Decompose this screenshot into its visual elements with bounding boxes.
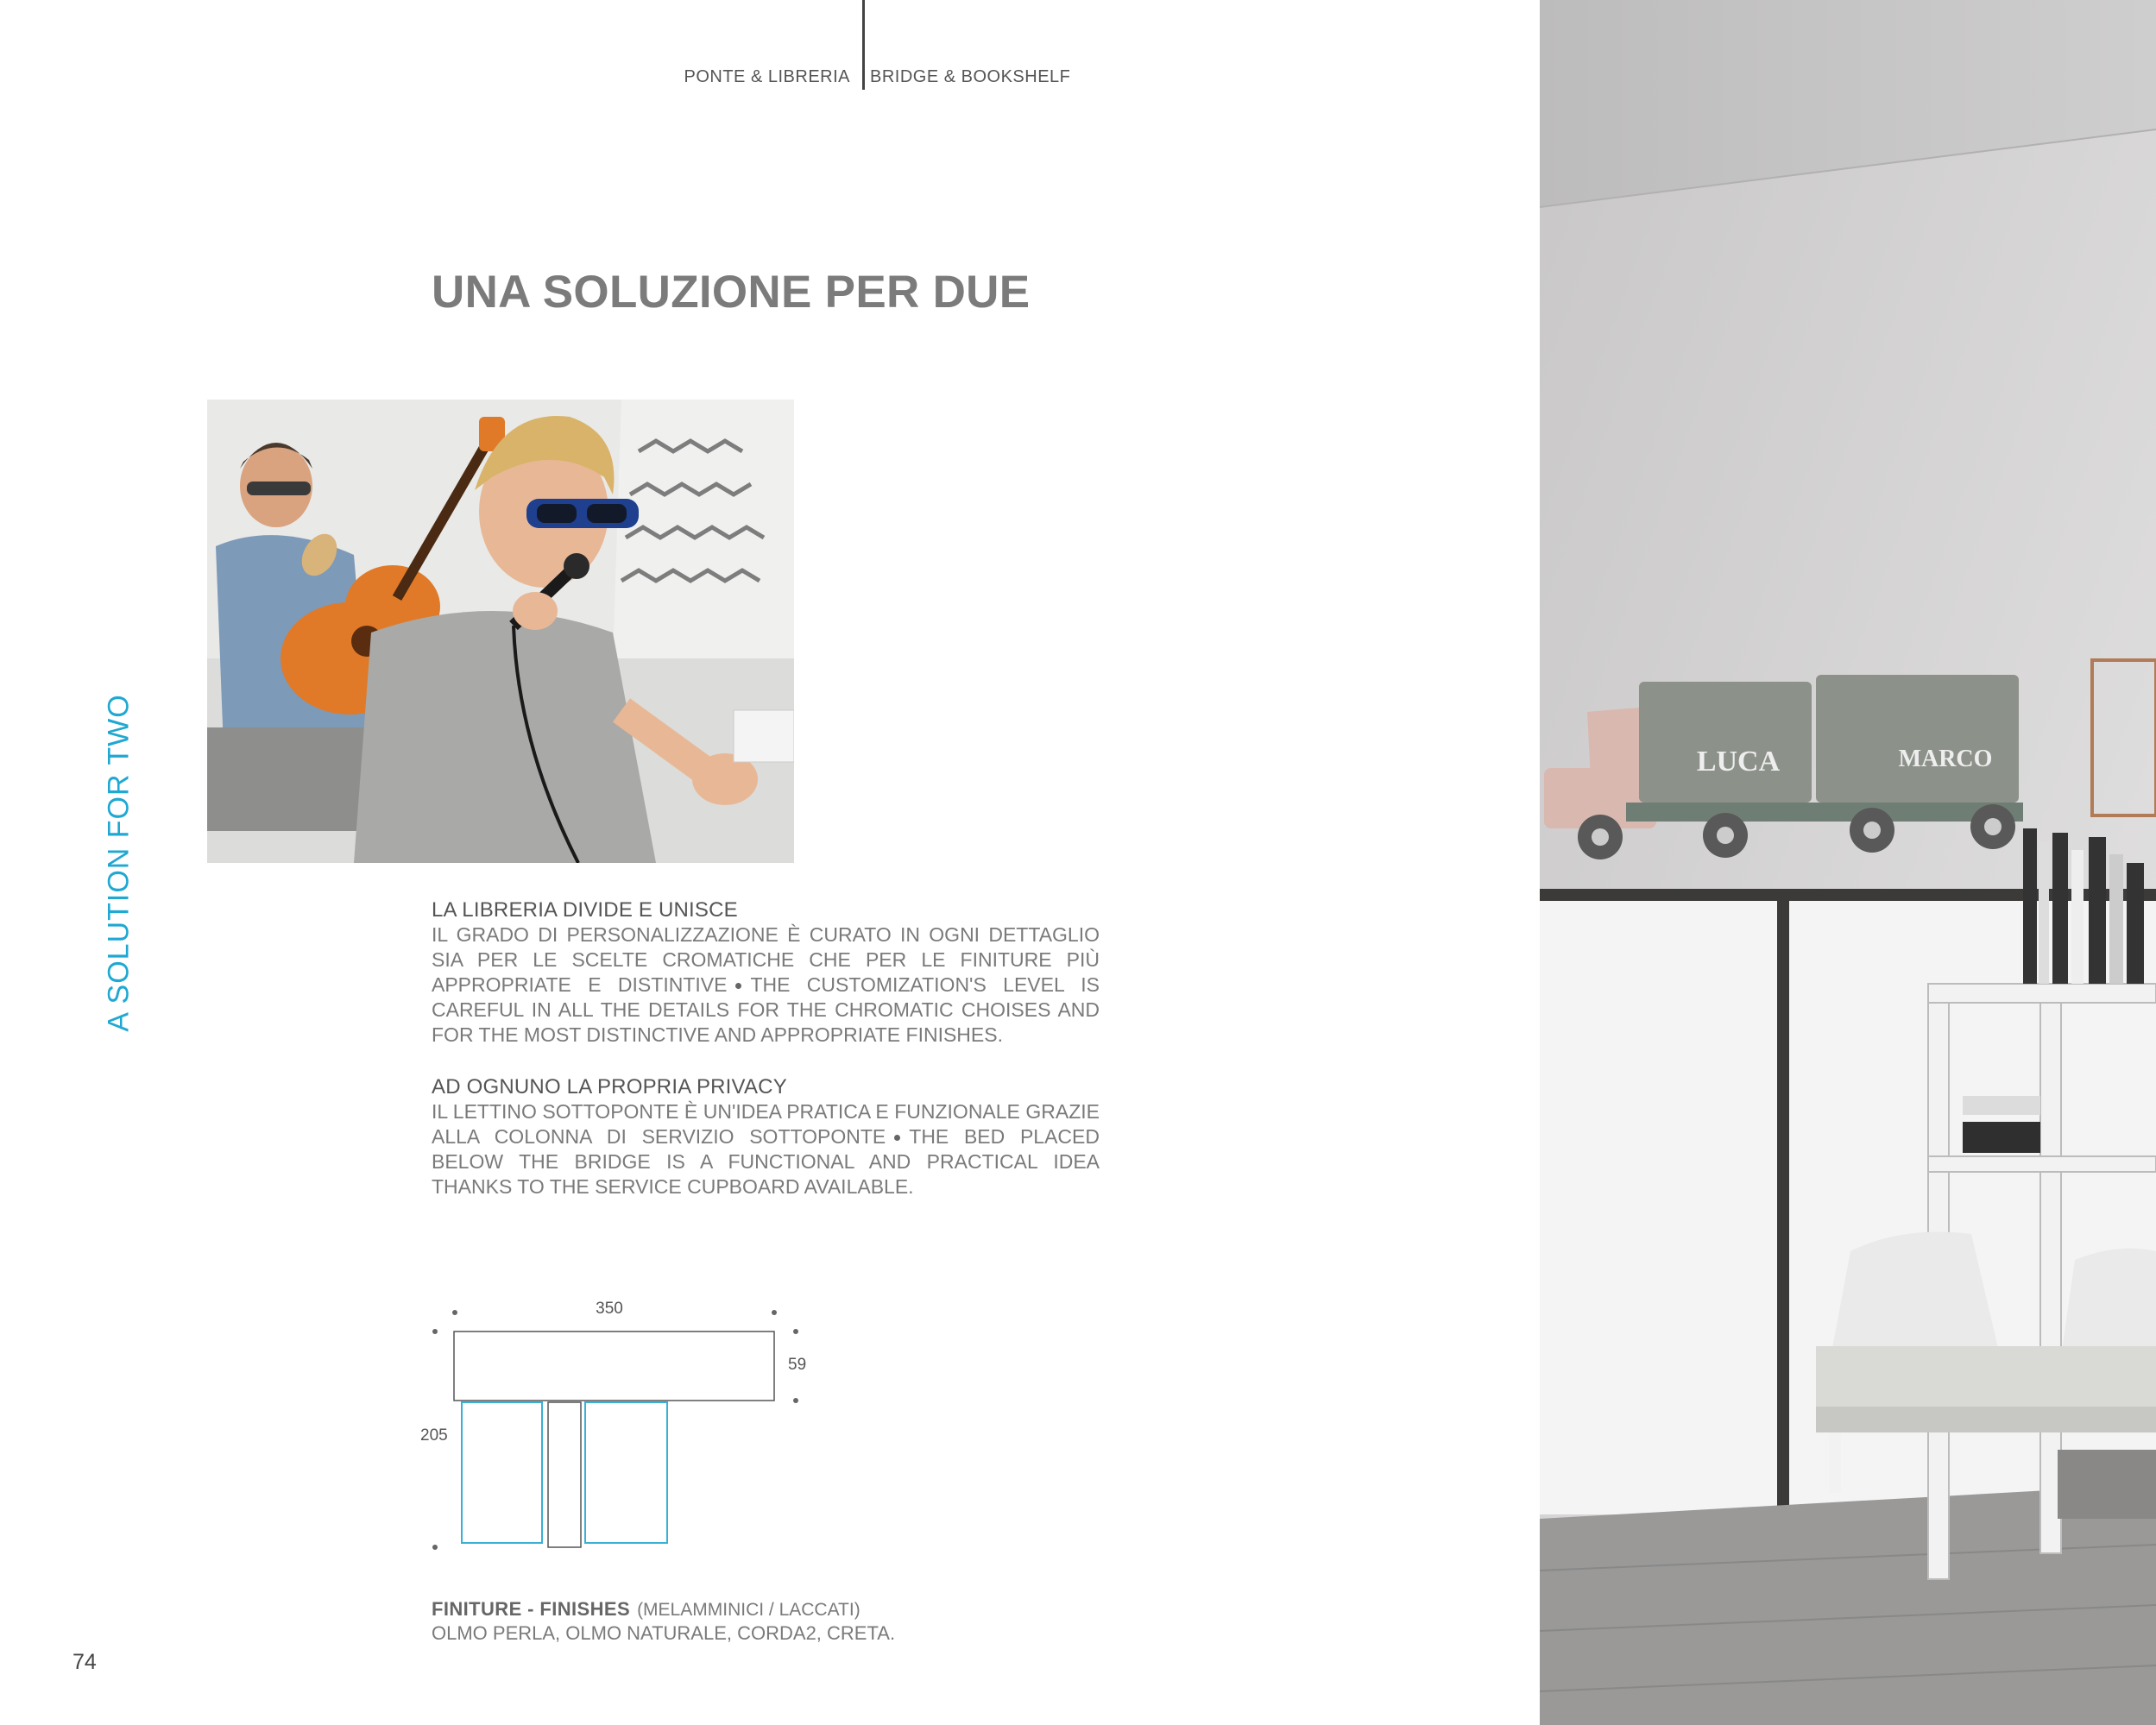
- truck-name-marco: MARCO: [1898, 746, 1993, 772]
- dimension-length: 205: [420, 1426, 448, 1445]
- header-section-en: BRIDGE & BOOKSHELF: [870, 67, 1071, 86]
- truck-name-luca: LUCA: [1696, 746, 1781, 778]
- finishes-list: OLMO PERLA, OLMO NATURALE, CORDA2, CRETA.: [432, 1622, 896, 1644]
- dimension-width: 350: [596, 1300, 623, 1318]
- block2-heading: AD OGNUNO LA PROPRIA PRIVACY: [432, 1075, 787, 1099]
- finishes-label: FINITURE - FINISHES: [432, 1598, 631, 1620]
- plan-drawing: [406, 1286, 820, 1571]
- block2-text-it: IL LETTINO SOTTOPONTE È UN'IDEA PRATICA E FUNZIONALE GRAZIE ALLA COLONNA DI SERVIZIO SOTTOPONTE: [432, 1100, 1100, 1148]
- page-number: 74: [72, 1650, 97, 1674]
- block2-text-en: THE BED PLACED BELOW THE BRIDGE IS A FUNCTIONAL AND PRACTICAL IDEA THANKS TO THE SERVICE CUPBOARD AVAILABLE.: [432, 1125, 1100, 1198]
- page-title: UNA SOLUZIONE PER DUE: [432, 267, 1031, 318]
- header-divider: [862, 0, 865, 90]
- text-block-privacy: [432, 1074, 1100, 1199]
- header-section-it: PONTE & LIBRERIA: [684, 67, 850, 86]
- block1-body: [432, 922, 1100, 1048]
- finishes-note: (MELAMMINICI / LACCATI): [637, 1600, 861, 1620]
- finishes-info: [432, 1597, 895, 1645]
- room-photo: [1540, 0, 2156, 1725]
- block1-heading: LA LIBRERIA DIVIDE E UNISCE: [432, 898, 738, 922]
- dimension-depth: 59: [788, 1356, 807, 1374]
- block1-text-en: THE CUSTOMIZATION'S LEVEL IS CAREFUL IN ALL THE DETAILS FOR THE CHROMATIC CHOISES AND FOR THE MOST DISTINCTIVE AND APPROPRIATE FINISHES.: [432, 973, 1100, 1046]
- block2-body: [432, 1099, 1100, 1199]
- text-block-library: [432, 897, 1100, 1048]
- bullet-separator: [894, 1135, 900, 1141]
- side-label: A SOLUTION FOR TWO: [102, 694, 136, 1032]
- finishes-line: [432, 1597, 895, 1621]
- bullet-separator: [735, 983, 741, 989]
- block1-text-it: IL GRADO DI PERSONALIZZAZIONE È CURATO IN OGNI DETTAGLIO SIA PER LE SCELTE CROMATICHE CHE PER LE FINITURE PIÙ APPROPRIATE E DISTINTIVE: [432, 923, 1100, 996]
- family-photo: [207, 400, 794, 863]
